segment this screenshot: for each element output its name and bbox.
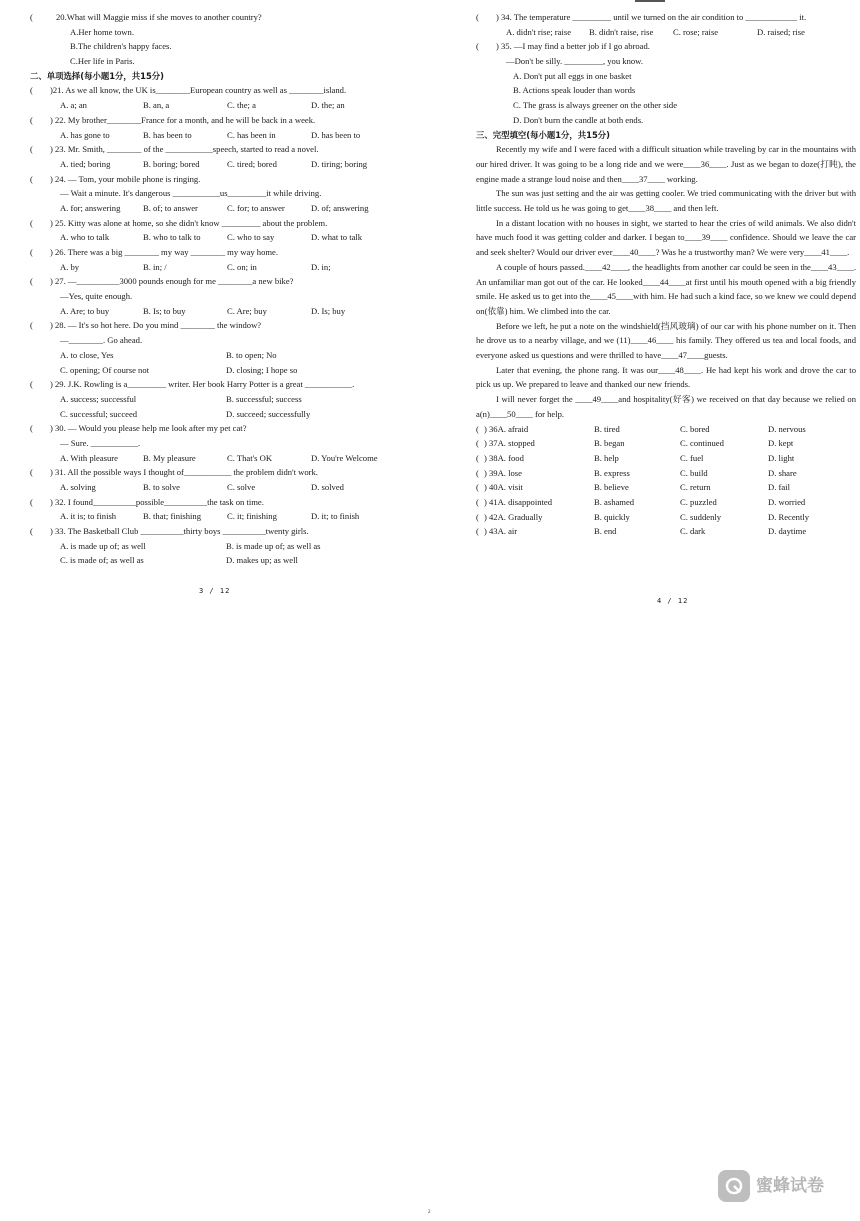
option-a: ) 43A. air — [484, 526, 518, 537]
question-stem: ) 29. J.K. Rowling is a_________ writer. Her book Harry Potter is a great ___________. — [50, 379, 355, 390]
option: B. in; / — [143, 261, 167, 272]
left-page — [30, 10, 430, 568]
choice-row — [476, 495, 856, 510]
question-list — [476, 10, 856, 128]
answer-paren: ( — [476, 423, 479, 434]
option: A. for; answering — [60, 202, 121, 213]
options-row — [30, 201, 430, 216]
option-d: D. share — [768, 467, 797, 478]
option: D. of; answering — [311, 202, 369, 213]
answer-paren: ( — [30, 85, 33, 96]
option-b: B. quickly — [594, 511, 630, 522]
question-list — [30, 83, 430, 568]
option: B. to open; No — [226, 349, 277, 360]
question-row — [476, 10, 856, 25]
question-row — [30, 142, 430, 157]
option-d: D. worried — [768, 496, 806, 507]
option: D. has been to — [311, 129, 361, 140]
option-b: B. began — [594, 438, 625, 449]
option: A. is made up of; as well — [60, 540, 146, 551]
choice-row — [476, 466, 856, 481]
option-d: D. Recently — [768, 511, 810, 522]
option: C. is made of; as well as — [60, 555, 144, 566]
question-stem: ) 34. The temperature _________ until we turned on the air condition to ____________ it. — [496, 12, 807, 22]
option-c: C. fuel — [680, 452, 704, 463]
option: D. tiring; boring — [311, 158, 368, 169]
passage-paragraph: The sun was just setting and the air was getting cooler. We tried communicating with the driver but with little success. He told us he was going to get____38____ and then left. — [476, 188, 856, 213]
option: D. makes up; as well — [226, 555, 298, 566]
question-stem: ) 35. —I may find a better job if I go abroad. — [496, 41, 650, 52]
question-stem: ) 28. — It's so hot here. Do you mind ________ the window? — [50, 320, 262, 331]
options-row — [30, 539, 430, 554]
option-c: C. suddenly — [680, 511, 722, 522]
answer-paren: ( — [30, 217, 33, 228]
question-row — [30, 83, 430, 98]
option: D. the; an — [311, 100, 345, 111]
option-b: B. ashamed — [594, 496, 635, 507]
option: D. You're Welcome — [311, 452, 378, 463]
section-title: 三、完型填空(每小题1分，共15分) — [476, 129, 611, 140]
question-stem: ) 25. Kitty was alone at home, so she didn't know _________ about the problem. — [50, 217, 328, 228]
option: B. is made up of; as well as — [226, 540, 321, 551]
answer-paren: ( — [476, 496, 479, 507]
option-a: ) 41A. disappointed — [484, 496, 553, 507]
answer-paren: ( — [476, 467, 479, 478]
option: A. didn't rise; raise — [506, 26, 572, 37]
answer-paren: ( — [30, 276, 33, 287]
option-d: D. nervous — [768, 423, 806, 434]
option: A. it is; to finish — [60, 511, 117, 522]
option: B. Is; to buy — [143, 305, 186, 316]
option: C. Are; buy — [227, 305, 267, 316]
option: A. success; successful — [60, 393, 137, 404]
options-row — [30, 553, 430, 568]
question-stem: 20.What will Maggie miss if she moves to another country? — [56, 12, 262, 22]
option: B. successful; success — [226, 393, 302, 404]
option-a: ) 36A. afraid — [484, 423, 529, 434]
option: B. that; finishing — [143, 511, 202, 522]
options-row — [30, 260, 430, 275]
question-row — [30, 274, 430, 289]
option: A. to close, Yes — [60, 349, 114, 360]
option: A. who to talk — [60, 232, 110, 243]
answer-paren: ( — [30, 526, 33, 537]
option: B. to solve — [143, 482, 181, 492]
choice-row — [476, 436, 856, 451]
option: C. the; a — [227, 100, 256, 111]
options-row — [30, 363, 430, 378]
passage-paragraph: Before we left, he put a note on the windshield(挡风玻璃) of our car with his phone number on it. Then he drove us to a nearby village, and we (11)____46____ his family. They offered us tea and local foods, and everyone asked us questions and were thrilled to have____47____guests. — [476, 320, 856, 361]
question-stem: ) 31. All the possible ways I thought of___________ the problem didn't work. — [50, 467, 318, 478]
option-c: C. puzzled — [680, 496, 717, 507]
question-dialogue: — Sure. ___________. — [60, 437, 141, 448]
option: A. by — [60, 261, 80, 272]
question-stem: ) 26. There was a big ________ my way ________ my way home. — [50, 247, 279, 257]
passage-paragraph: I will never forget the ____49____and hospitality(好客) we received on that day because we relied on a(n)____50____ for help. — [476, 394, 856, 419]
option-b: B. express — [594, 467, 630, 478]
question-20 — [30, 10, 430, 25]
answer-paren: ( — [30, 173, 33, 184]
cloze-choices — [476, 422, 856, 540]
option: B. Actions speak louder than words — [513, 85, 636, 96]
question-dialogue: —Yes, quite enough. — [60, 291, 133, 302]
option-c: C. dark — [680, 526, 706, 537]
option: D. in; — [311, 261, 331, 272]
option: D. it; to finish — [311, 511, 360, 522]
option-a: ) 40A. visit — [484, 482, 523, 493]
option: C. The grass is always greener on the other side — [513, 100, 678, 111]
option-d: D. fail — [768, 482, 790, 493]
option: B. didn't raise, rise — [589, 26, 654, 37]
right-page — [476, 10, 856, 539]
option: D. Is; buy — [311, 305, 346, 316]
option: B. an, a — [143, 100, 170, 111]
sheet-number: 2 — [428, 1210, 431, 1215]
option: A. solving — [60, 482, 96, 492]
question-row — [30, 524, 430, 539]
choice-row — [476, 480, 856, 495]
option: D. raised; rise — [757, 26, 805, 37]
answer-paren: ( — [30, 12, 33, 22]
answer-paren: ( — [30, 423, 33, 434]
question-row — [30, 465, 430, 480]
option-a: ) 42A. Gradually — [484, 511, 543, 522]
passage-paragraph: In a distant location with no houses in sight, we started to hear the cries of wild animals. We also didn't have much food it was getting colder and darker. I began to____39____ confidence. Should we leave the car and seek shelter? Would our driver ever____40____? Was he a trustworthy man? We were very____41____. — [476, 217, 856, 258]
options-row — [30, 407, 430, 422]
question-row — [30, 216, 430, 231]
option: D. solved — [311, 482, 344, 492]
option-b: B.The children's happy faces. — [70, 41, 172, 52]
option: D. closing; I hope so — [226, 364, 298, 375]
watermark-text: 蜜蜂试卷 — [756, 1175, 824, 1196]
option: C. That's OK — [227, 452, 273, 463]
option-c: C. continued — [680, 438, 724, 449]
option: C. opening; Of course not — [60, 364, 150, 375]
option: C. tired; bored — [227, 158, 277, 169]
answer-paren: ( — [476, 452, 479, 463]
options-row — [30, 348, 430, 363]
options-row — [476, 25, 856, 40]
option: B. boring; bored — [143, 158, 200, 169]
options-row — [30, 128, 430, 143]
bee-logo-icon — [718, 1170, 750, 1202]
options-row — [30, 509, 430, 524]
question-row — [30, 245, 430, 260]
option: B. has been to — [143, 129, 192, 140]
question-dialogue: —Don't be silly. _________, you know. — [506, 56, 643, 67]
options-row — [30, 392, 430, 407]
option: D. what to talk — [311, 232, 363, 243]
options-row — [30, 451, 430, 466]
choice-row — [476, 510, 856, 525]
answer-paren: ( — [30, 467, 33, 478]
top-mark — [635, 0, 665, 2]
choice-row — [476, 524, 856, 539]
choice-row — [476, 451, 856, 466]
answer-paren: ( — [30, 379, 33, 390]
option-a: ) 37A. stopped — [484, 438, 535, 449]
option: A. Don't put all eggs in one basket — [513, 70, 632, 81]
option-a: ) 39A. lose — [484, 467, 522, 478]
question-stem: ) 24. — Tom, your mobile phone is ringing. — [50, 173, 201, 184]
answer-paren: ( — [476, 12, 479, 22]
question-stem: ) 32. I found__________possible__________the task on time. — [50, 496, 264, 507]
question-row — [30, 377, 430, 392]
answer-paren: ( — [476, 511, 479, 522]
option-a: ) 38A. food — [484, 452, 524, 463]
option-c: C. return — [680, 482, 711, 493]
options-row — [30, 98, 430, 113]
question-dialogue: — Wait a minute. It's dangerous ___________us_________it while driving. — [60, 188, 322, 199]
option-d: D. daytime — [768, 526, 807, 537]
option: B. who to talk to — [143, 232, 201, 243]
cloze-passage — [476, 142, 856, 421]
option-c: C. build — [680, 467, 708, 478]
passage-paragraph: Recently my wife and I were faced with a difficult situation while traveling by car in the mountains with our hired driver. It was going to be a long ride and we were____36____. Just as we began to doze(打盹), the engine made a strange loud noise and then____37____ working. — [476, 144, 856, 184]
question-row — [30, 172, 430, 187]
answer-paren: ( — [30, 496, 33, 507]
option: C. has been in — [227, 129, 276, 140]
option: B. of; to answer — [143, 202, 198, 213]
answer-paren: ( — [476, 438, 479, 449]
question-row — [30, 318, 430, 333]
option-d: D. kept — [768, 438, 794, 449]
options-row — [30, 304, 430, 319]
option: B. My pleasure — [143, 452, 196, 463]
watermark-logo — [718, 1170, 824, 1202]
option: A. Are; to buy — [60, 305, 110, 316]
option: A. With pleasure — [60, 452, 118, 463]
option: C. who to say — [227, 232, 275, 243]
option-b: B. believe — [594, 482, 629, 493]
option: C. for; to answer — [227, 202, 285, 213]
option-b: B. help — [594, 452, 619, 463]
page-number-right: 4 / 12 — [657, 597, 689, 605]
option-a: A.Her home town. — [70, 26, 134, 37]
option: A. tied; boring — [60, 158, 111, 169]
question-row — [476, 39, 856, 54]
option: D. Don't burn the candle at both ends. — [513, 114, 644, 125]
page-number-left: 3 / 12 — [199, 587, 231, 595]
option: C. on; in — [227, 261, 257, 272]
section-title: 二、单项选择(每小题1分，共15分) — [30, 70, 165, 81]
option-b: B. end — [594, 526, 617, 537]
option: C. it; finishing — [227, 511, 277, 522]
passage-paragraph: A couple of hours passed.____42____, the headlights from another car could be seen in the____43____. An unfamiliar man got out of the car. He looked____44____at first until his mouth opened with a big friendly smile. He asked us to get into the____45____with him. He had such a kind face, so we knew we could depend on(依靠) him. We climbed into the car. — [476, 261, 856, 316]
option-c: C.Her life in Paris. — [70, 56, 135, 67]
option: D. succeed; successfully — [226, 408, 311, 419]
question-stem: ) 33. The Basketball Club __________thirty boys __________twenty girls. — [50, 526, 309, 537]
option-d: D. light — [768, 452, 795, 463]
option: C. rose; raise — [673, 26, 719, 37]
passage-paragraph: Later that evening, the phone rang. It was our____48____. He had kept his work and drove the car to pick us up. We prepared to leave and thanked our new friends. — [476, 364, 856, 390]
option: C. successful; succeed — [60, 408, 138, 419]
question-stem: ) 27. —__________3000 pounds enough for me ________a new bike? — [50, 276, 294, 287]
answer-paren: ( — [476, 41, 479, 52]
option: C. solve — [227, 482, 256, 492]
option-b: B. tired — [594, 423, 620, 434]
question-row — [30, 495, 430, 510]
answer-paren: ( — [476, 482, 479, 493]
options-row — [30, 480, 430, 495]
answer-paren: ( — [476, 526, 479, 537]
answer-paren: ( — [30, 144, 33, 155]
question-stem: ) 23. Mr. Smith, ________ of the ___________speech, started to read a novel. — [50, 144, 319, 155]
question-stem: )21. As we all know, the UK is________European country as well as ________island. — [50, 85, 347, 96]
answer-paren: ( — [30, 114, 33, 125]
question-stem: ) 30. — Would you please help me look after my pet cat? — [50, 423, 247, 434]
answer-paren: ( — [30, 247, 33, 257]
option: A. has gone to — [60, 129, 110, 140]
option: A. a; an — [60, 100, 87, 111]
question-dialogue: —________. Go ahead. — [60, 335, 143, 346]
question-row — [30, 113, 430, 128]
answer-paren: ( — [30, 320, 33, 331]
choice-row — [476, 422, 856, 437]
question-stem: ) 22. My brother________France for a month, and he will be back in a week. — [50, 114, 316, 125]
question-row — [30, 421, 430, 436]
options-row — [30, 157, 430, 172]
options-row — [30, 230, 430, 245]
option-c: C. bored — [680, 423, 710, 434]
